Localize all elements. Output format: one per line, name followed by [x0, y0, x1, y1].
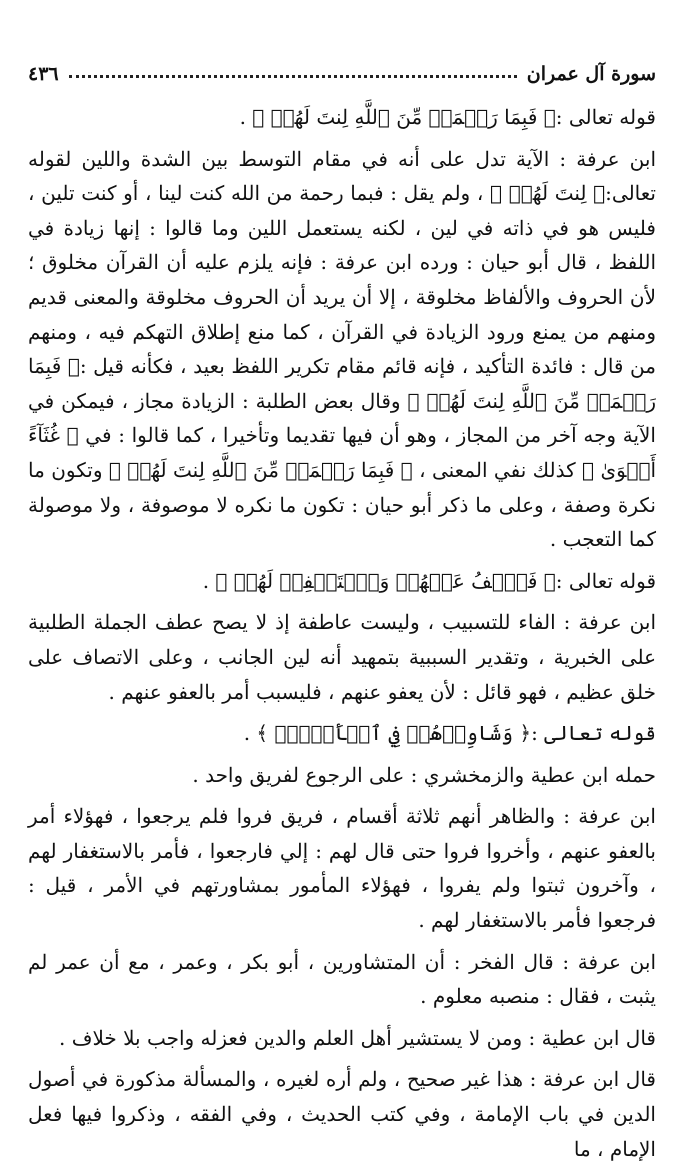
commentary-paragraph: قال ابن عرفة : هذا غير صحيح ، ولم أره لغيره ، والمسألة مذكورة في أصول الدين في باب الإمامة ، وفي كتب الحديث ، وفي الفقه ، وذكروا فيها فعل الإمام ، ما	[28, 1067, 656, 1161]
verse-heading: قوله تعالى :﴿ وَشَاوِرۡهُمۡ فِي ٱلۡأَمۡرِۖ ﴾ .	[243, 721, 656, 746]
page-number: ٤٣٦	[28, 63, 59, 85]
commentary-paragraph: ابن عرفة : الفاء للتسبيب ، وليست عاطفة إذ لا يصح عطف الجملة الطلبية على الخبرية ، وتقدير السببية بتمهيد أنه لين الجانب ، وعلى الاتصاف على خلق عظيم ، فهو قائل : لأن يعفو عنهم ، فليسبب أمر بالعفو عنهم .	[28, 610, 656, 704]
running-header	[28, 56, 656, 92]
page-body	[28, 100, 656, 1166]
commentary-paragraph: ابن عرفة : الآية تدل على أنه في مقام التوسط بين الشدة واللين لقوله تعالى:﴿ لِنتَ لَهُمۡ ﴾ ، ولم يقل : فبما رحمة من الله كنت لينا ، أو كنت تلين ، فليس هو في ذاته في لين ، لكنه يستعمل اللين وما قالوا : إنها زيادة في اللفظ ، قال أبو حيان : ورده ابن عرفة : فإنه يلزم عليه أن القرآن مخلوق ؛ لأن الحروف والألفاظ مخلوقة ، إلا أن يريد أن الحروف مخلوقة والمعنى قديم ومنهم من يمنع ورود الزيادة في القرآن ، كما منع إطلاق التهكم فيه ، ومنهم من قال : فائدة التأكيد ، فإنه قائم مقام تكرير اللفظ بعيد ، فكأنه قيل :﴿ فَبِمَا رَحۡمَةٖ مِّنَ ٱللَّهِ لِنتَ لَهُمۡ ﴾ وقال بعض الطلبة : الزيادة مجاز ، فيمكن في الآية وجه آخر من المجاز ، وهو أن فيها تقديما وتأخيرا ، كما قالوا : في ﴿ غُثَآءً أَحۡوَىٰ ﴾ كذلك نفي المعنى ، ﴿ فَبِمَا رَحۡمَةٖ مِّنَ ٱللَّهِ لِنتَ لَهُمۡ ﴾ وتكون ما نكرة وصفة ، وعلى ما ذكر أبو حيان : تكون ما نكره لا موصوفة ، ولا موصولة كما التعجب .	[28, 146, 656, 552]
book-page	[0, 56, 698, 1161]
verse-heading: قوله تعالى :﴿ فَبِمَا رَحۡمَةٖ مِّنَ ٱللَّهِ لِنتَ لَهُمۡ ﴾ .	[239, 105, 656, 129]
verse-heading: قوله تعالى :﴿ فَٱعۡفُ عَنۡهُمۡ وَٱسۡتَغۡفِرۡ لَهُمۡ ﴾ .	[202, 568, 656, 593]
header-dotted-rule	[69, 75, 517, 78]
surah-title: سورة آل عمران	[526, 63, 656, 85]
commentary-paragraph: ابن عرفة : قال الفخر : أن المتشاورين ، أبو بكر ، وعمر ، مع أن عمر لم يثبت ، فقال : منصبه معلوم .	[28, 949, 656, 1009]
commentary-paragraph: قال ابن عطية : ومن لا يستشير أهل العلم والدين فعزله واجب بلا خلاف .	[59, 1025, 656, 1050]
commentary-paragraph: حمله ابن عطية والزمخشري : على الرجوع لفريق واحد .	[192, 762, 656, 787]
commentary-paragraph: ابن عرفة : والظاهر أنهم ثلاثة أقسام ، فريق فروا فلم يرجعوا ، فهؤلاء أمر بالعفو عنهم ، وأخروا فروا حتى قال لهم : إلي فارجعوا ، فأمر بالاستغفار لهم ، وآخرون ثبتوا ولم يفروا ، فهؤلاء المأمور بمشاورتهم في الأمر ، قيل : فرجعوا فأمر بالاستغفار لهم .	[28, 804, 656, 933]
